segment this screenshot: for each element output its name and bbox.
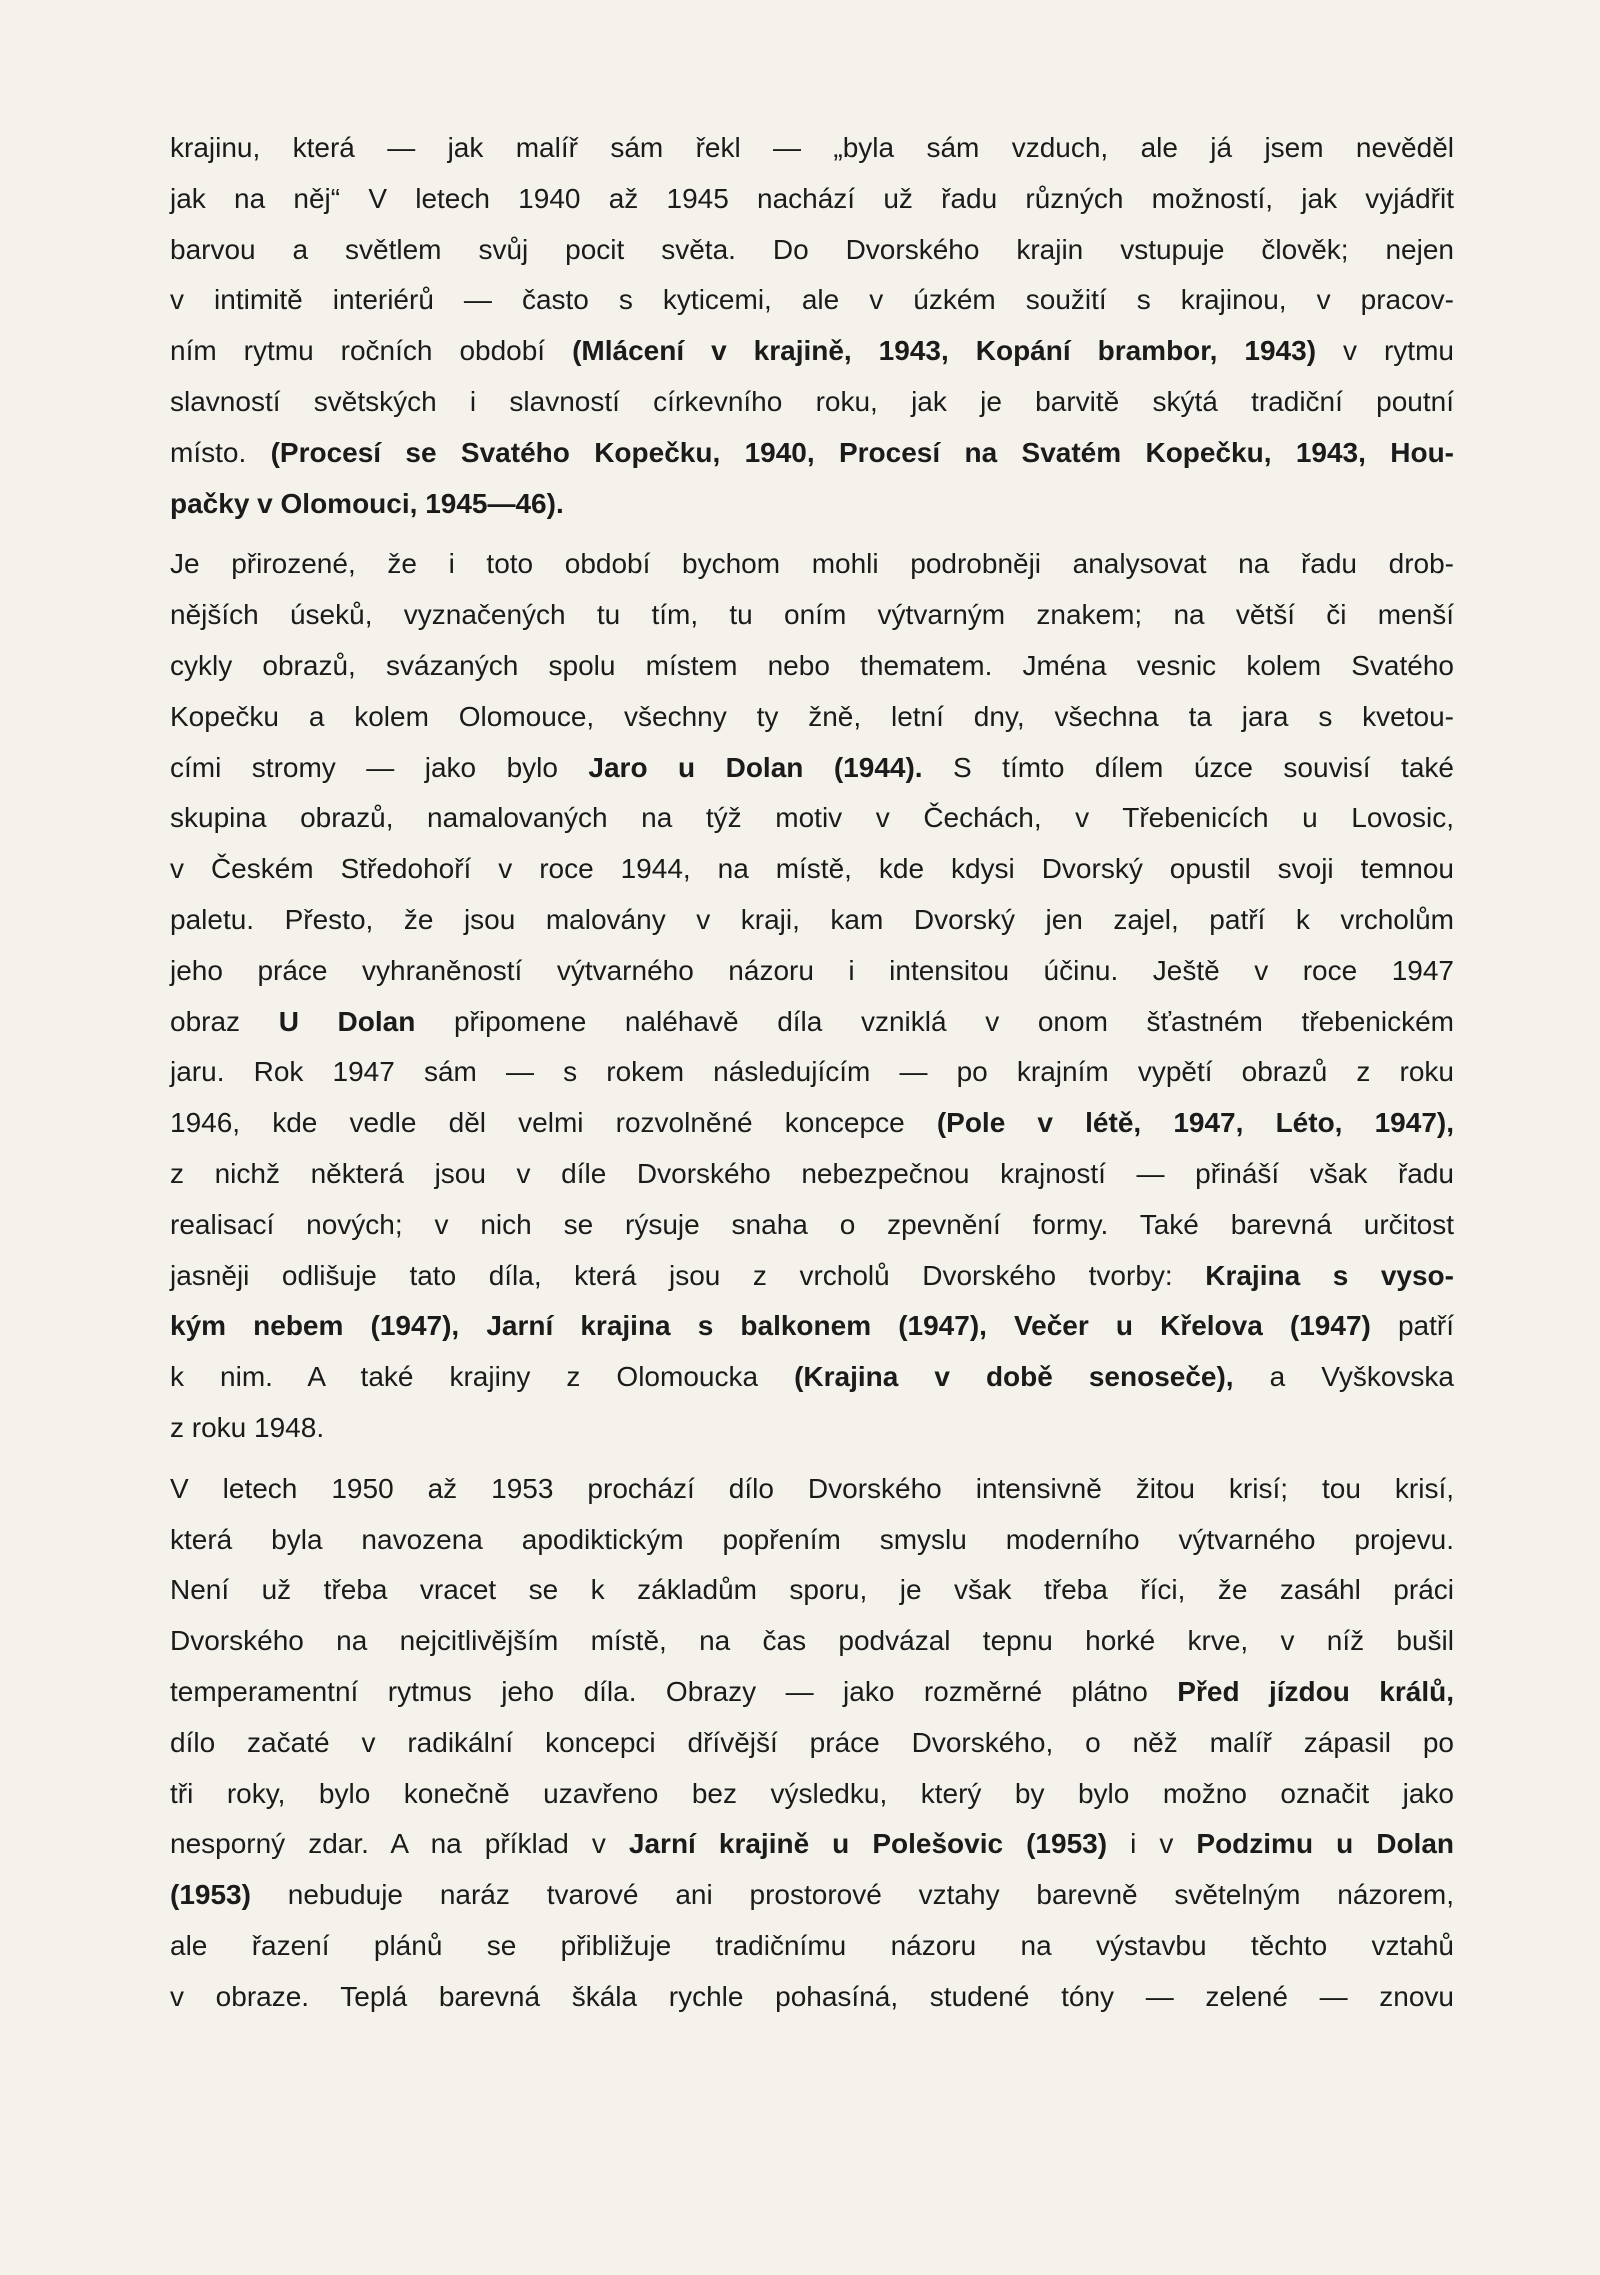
- body-text: z nichž některá jsou v díle Dvorského nebezpečnou krajností — přináší však řadu: [170, 1157, 1454, 1189]
- text-line: [170, 1352, 1454, 1403]
- text-line: [170, 428, 1454, 479]
- artwork-title-text: (1953): [170, 1879, 251, 1911]
- text-line: [170, 539, 1454, 590]
- artwork-title-text: Krajina s vyso-: [1205, 1259, 1454, 1291]
- text-line: [170, 123, 1454, 174]
- artwork-title-text: kým nebem (1947), Jarní krajina s balkonem (1947), Večer u Křelova (1947): [170, 1310, 1371, 1342]
- artwork-title-text: (Mlácení v krajině, 1943, Kopání brambor, 1943): [572, 335, 1317, 367]
- body-text: Dvorského na nejcitlivějším místě, na čas podvázal tepnu horké krve, v níž bušil: [170, 1625, 1454, 1657]
- paragraph: [170, 539, 1454, 1453]
- text-line: [170, 1301, 1454, 1352]
- body-text: jasněji odlišuje tato díla, která jsou z vrcholů Dvorského tvorby:: [170, 1259, 1206, 1291]
- text-line: [170, 377, 1454, 428]
- text-line: [170, 946, 1454, 997]
- text-line: [170, 743, 1454, 794]
- artwork-title-text: pačky v Olomouci, 1945—46).: [170, 487, 564, 519]
- text-line: [170, 641, 1454, 692]
- body-text: ale řazení plánů se přibližuje tradičnímu názoru na výstavbu těchto vztahů: [170, 1929, 1454, 1961]
- artwork-title-text: (Pole v létě, 1947, Léto, 1947),: [936, 1107, 1455, 1139]
- body-text: jak na něj“ V letech 1940 až 1945 nachází už řadu různých možností, jak vyjádřit: [170, 182, 1454, 214]
- body-text: patří: [1370, 1310, 1454, 1342]
- text-line: [170, 1921, 1454, 1972]
- body-text: cími stromy — jako bylo: [170, 751, 589, 783]
- document-page: [170, 123, 1454, 2032]
- artwork-title-text: Jaro u Dolan (1944).: [588, 751, 923, 783]
- body-text: z roku 1948.: [170, 1411, 325, 1443]
- body-text: v intimitě interiérů — často s kyticemi, ale v úzkém soužití s krajinou, v pracov-: [170, 284, 1454, 316]
- text-line: [170, 275, 1454, 326]
- body-text: nesporný zdar. A na příklad v: [170, 1828, 629, 1860]
- text-line: [170, 1464, 1454, 1515]
- body-text: nějších úseků, vyznačených tu tím, tu oním výtvarným znakem; na větší či menší: [170, 599, 1454, 631]
- body-text: realisací nových; v nich se rýsuje snaha o zpevnění formy. Také barevná určitost: [170, 1208, 1454, 1240]
- text-line: [170, 793, 1454, 844]
- body-text: Není už třeba vracet se k základům sporu, je však třeba říci, že zasáhl práci: [170, 1574, 1454, 1606]
- text-line: [170, 1098, 1454, 1149]
- text-line: [170, 1870, 1454, 1921]
- artwork-title-text: (Procesí se Svatého Kopečku, 1940, Procesí na Svatém Kopečku, 1943, Hou-: [270, 436, 1455, 468]
- text-line: [170, 1149, 1454, 1200]
- body-text: Je přirozené, že i toto období bychom mohli podrobněji analysovat na řadu drob-: [170, 548, 1454, 580]
- body-text: Kopečku a kolem Olomouce, všechny ty žně, letní dny, všechna ta jara s kvetou-: [170, 700, 1454, 732]
- artwork-title-text: (Krajina v době senoseče),: [794, 1361, 1234, 1393]
- body-text: v Českém Středohoří v roce 1944, na místě, kde kdysi Dvorský opustil svoji temnou: [170, 853, 1454, 885]
- body-text: slavností světských i slavností církevního roku, jak je barvitě skýtá tradiční poutní: [170, 385, 1454, 417]
- artwork-title-text: Jarní krajině u Polešovic (1953): [628, 1828, 1108, 1860]
- text-line: [170, 174, 1454, 225]
- body-text: tři roky, bylo konečně uzavřeno bez výsledku, který by bylo možno označit jako: [170, 1777, 1454, 1809]
- text-line: [170, 1403, 1454, 1454]
- body-text: a Vyškovska: [1233, 1361, 1454, 1393]
- body-text: ním rytmu ročních období: [170, 335, 573, 367]
- text-line: [170, 225, 1454, 276]
- text-line: [170, 479, 1454, 530]
- body-text: V letech 1950 až 1953 prochází dílo Dvorského intensivně žitou krisí; tou krisí,: [170, 1472, 1454, 1504]
- body-text: jaru. Rok 1947 sám — s rokem následujícím — po krajním vypětí obrazů z roku: [170, 1056, 1454, 1088]
- text-line: [170, 895, 1454, 946]
- text-line: [170, 1251, 1454, 1302]
- paragraph: [170, 123, 1454, 529]
- body-text: obraz: [170, 1005, 279, 1037]
- text-line: [170, 326, 1454, 377]
- body-text: místo.: [170, 436, 271, 468]
- text-line: [170, 1515, 1454, 1566]
- body-text: barvou a světlem svůj pocit světa. Do Dvorského krajin vstupuje člověk; nejen: [170, 233, 1454, 265]
- artwork-title-text: U Dolan: [278, 1005, 416, 1037]
- text-line: [170, 1718, 1454, 1769]
- paragraph: [170, 1464, 1454, 2023]
- body-text: krajinu, která — jak malíř sám řekl — „byla sám vzduch, ale já jsem nevěděl: [170, 132, 1454, 163]
- artwork-title-text: Před jízdou králů,: [1177, 1675, 1454, 1707]
- text-line: [170, 1616, 1454, 1667]
- text-line: [170, 1769, 1454, 1820]
- body-text: která byla navozena apodiktickým popřením smyslu moderního výtvarného projevu.: [170, 1523, 1454, 1555]
- body-text: 1946, kde vedle děl velmi rozvolněné koncepce: [170, 1107, 937, 1139]
- body-text: temperamentní rytmus jeho díla. Obrazy — jako rozměrné plátno: [170, 1675, 1178, 1707]
- body-text: nebuduje naráz tvarové ani prostorové vztahy barevně světelným názorem,: [250, 1879, 1454, 1911]
- body-text: skupina obrazů, namalovaných na týž motiv v Čechách, v Třebenicích u Lovosic,: [170, 802, 1454, 834]
- text-line: [170, 1819, 1454, 1870]
- text-line: [170, 692, 1454, 743]
- artwork-title-text: Podzimu u Dolan: [1196, 1828, 1455, 1860]
- text-line: [170, 1565, 1454, 1616]
- body-text: v rytmu: [1316, 335, 1454, 367]
- text-line: [170, 997, 1454, 1048]
- body-text: dílo začaté v radikální koncepci dřívější práce Dvorského, o něž malíř zápasil po: [170, 1726, 1454, 1758]
- body-text: v obraze. Teplá barevná škála rychle pohasíná, studené tóny — zelené — znovu: [170, 1980, 1454, 2012]
- body-text: připomene naléhavě díla vzniklá v onom šťastném třebenickém: [415, 1005, 1454, 1037]
- text-line: [170, 844, 1454, 895]
- text-line: [170, 1047, 1454, 1098]
- text-line: [170, 1200, 1454, 1251]
- body-text: cykly obrazů, svázaných spolu místem nebo thematem. Jména vesnic kolem Svatého: [170, 649, 1454, 681]
- body-text: i v: [1107, 1828, 1197, 1860]
- body-text: S tímto dílem úzce souvisí také: [922, 751, 1454, 783]
- text-line: [170, 1972, 1454, 2023]
- body-text: paletu. Přesto, že jsou malovány v kraji, kam Dvorský jen zajel, patří k vrcholům: [170, 903, 1454, 935]
- body-text: jeho práce vyhraněností výtvarného názoru i intensitou účinu. Ještě v roce 1947: [170, 954, 1454, 986]
- body-text: k nim. A také krajiny z Olomoucka: [170, 1361, 795, 1393]
- text-line: [170, 1667, 1454, 1718]
- text-line: [170, 590, 1454, 641]
